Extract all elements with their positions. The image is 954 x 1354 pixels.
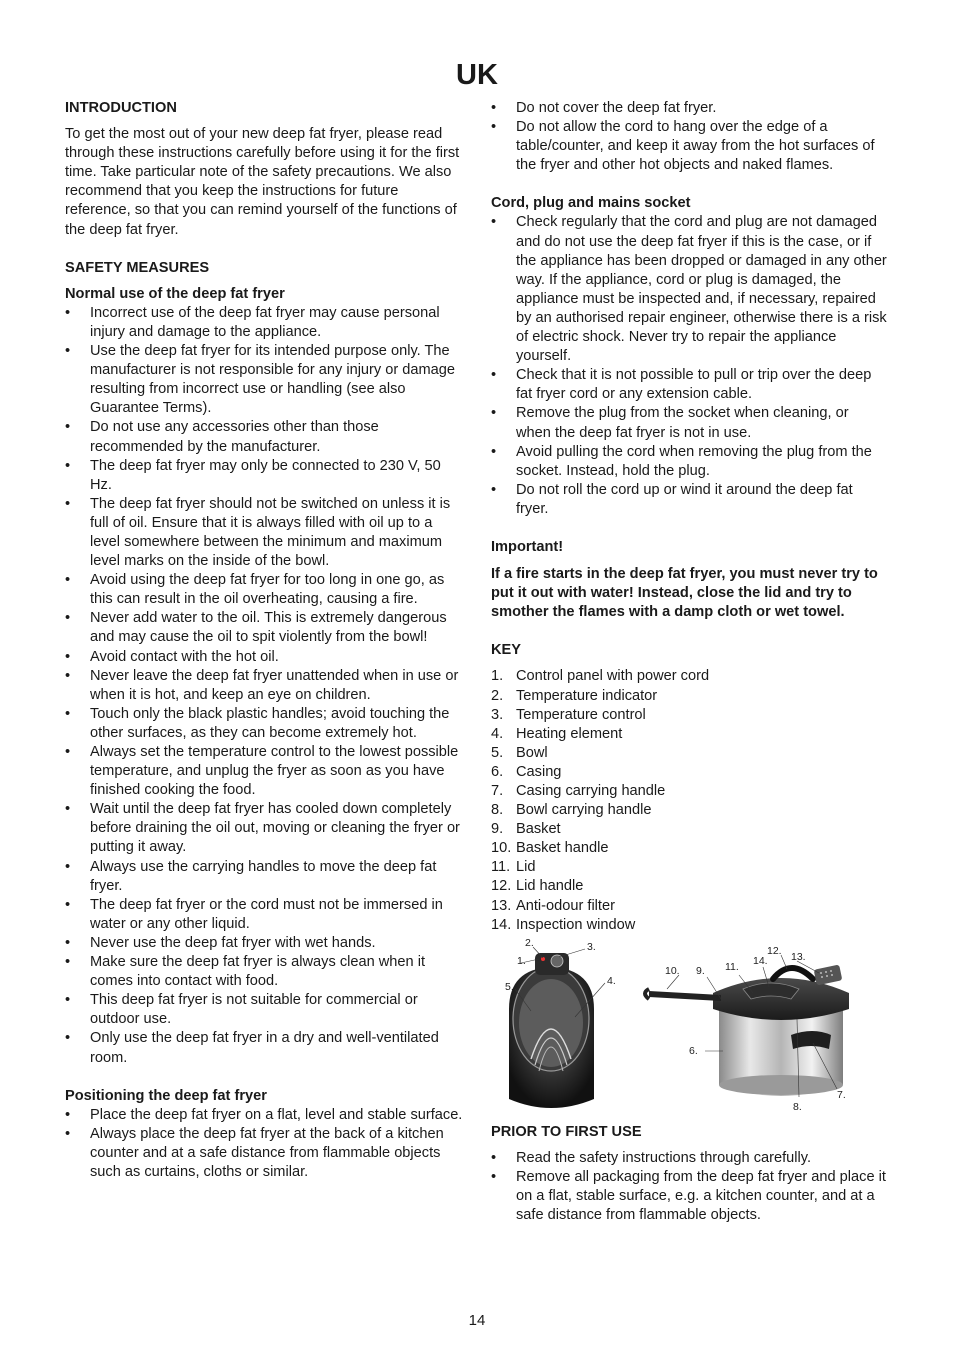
list-item: • This deep fat fryer is not suitable for commercial or outdoor use. bbox=[65, 991, 465, 1029]
important-text: If a fire starts in the deep fat fryer, you must never try to put it out with water! Instead, close the lid and try to smother the flames with a damp cloth or wet towel. bbox=[491, 566, 878, 621]
list-item: • Remove the plug from the socket when cleaning, or when the deep fat fryer is not in use. bbox=[491, 404, 887, 442]
list-item: • Touch only the black plastic handles; avoid touching the other surfaces, as they can become extremely hot. bbox=[65, 705, 465, 743]
list-item: • Place the deep fat fryer on a flat, level and stable surface. bbox=[65, 1106, 465, 1125]
list-item: • Incorrect use of the deep fat fryer may cause personal injury and damage to the appliance. bbox=[65, 304, 465, 342]
list-item: • Avoid contact with the hot oil. bbox=[65, 648, 465, 667]
fryer-illustration bbox=[491, 936, 887, 1117]
fryer-diagram bbox=[491, 936, 887, 1117]
list-item: • Do not allow the cord to hang over the edge of a table/counter, and keep it away from the hot surfaces of the fryer and other hot objects and naked flames. bbox=[491, 118, 887, 175]
callout-1: 1. bbox=[517, 954, 526, 967]
list-item: • Always place the deep fat fryer at the back of a kitchen counter and at a safe distance from flammable objects such as curtains, cloths or similar. bbox=[65, 1125, 465, 1182]
list-item: 4. Heating element bbox=[491, 725, 623, 742]
key-heading: KEY bbox=[491, 642, 522, 659]
list-item: 13. Anti-odour filter bbox=[491, 897, 615, 914]
list-item: 11. Lid bbox=[491, 859, 536, 876]
normal-use-list bbox=[65, 304, 465, 1068]
list-item: • Avoid pulling the cord when removing the plug from the socket. Instead, hold the plug. bbox=[491, 443, 887, 481]
callout-11: 11. bbox=[725, 960, 739, 973]
callout-7: 7. bbox=[837, 1088, 846, 1101]
list-item: 8. Bowl carrying handle bbox=[491, 802, 652, 819]
list-item: • Avoid using the deep fat fryer for too long in one go, as this can result in the oil overheating, causing a fire. bbox=[65, 571, 465, 609]
prior-to-first-use-list bbox=[491, 1149, 887, 1225]
introduction-text: To get the most out of your new deep fat fryer, please read through these instructions carefully before using it for the first time. Take particular note of the safety precautions. We also recommend that you keep the instructions for future reference, so that you can remind yourself of the functions of the deep fat fryer. bbox=[65, 126, 460, 238]
list-item: • Wait until the deep fat fryer has cooled down completely before draining the oil out, moving or cleaning the fryer or putting it away. bbox=[65, 800, 465, 857]
list-item: • Use the deep fat fryer for its intended purpose only. The manufacturer is not responsible for any injury or damage resulting from incorrect use or handling (see also Guarantee Terms). bbox=[65, 342, 465, 418]
callout-3: 3. bbox=[587, 940, 596, 953]
cord-plug-list bbox=[491, 213, 887, 519]
callout-5: 5. bbox=[505, 980, 514, 993]
list-item: 14. Inspection window bbox=[491, 916, 636, 933]
callout-10: 10. bbox=[665, 964, 680, 977]
list-item: • Check that it is not possible to pull or trip over the deep fat fryer cord or any extension cable. bbox=[491, 366, 887, 404]
list-item: • Make sure the deep fat fryer is always clean when it comes into contact with food. bbox=[65, 953, 465, 991]
list-item: • Check regularly that the cord and plug are not damaged and do not use the deep fat fryer if this is the case, or if the appliance has been dropped or damaged in any other way. If the appliance, cord or plug is damaged, the appliance must be inspected and, if necessary, repaired by an authorised repair engineer, otherwise there is a risk of electric shock. Never try to repair the appliance yourself. bbox=[491, 213, 887, 366]
positioning-heading: Positioning the deep fat fryer bbox=[65, 1087, 267, 1104]
callout-8: 8. bbox=[793, 1100, 802, 1113]
list-item: • Do not cover the deep fat fryer. bbox=[491, 99, 887, 118]
normal-use-heading: Normal use of the deep fat fryer bbox=[65, 285, 285, 302]
list-item: 6. Casing bbox=[491, 763, 562, 780]
list-item: 10. Basket handle bbox=[491, 840, 609, 857]
introduction-heading: INTRODUCTION bbox=[65, 100, 177, 116]
list-item: • Never use the deep fat fryer with wet hands. bbox=[65, 934, 465, 953]
list-item: • The deep fat fryer may only be connected to 230 V, 50 Hz. bbox=[65, 457, 465, 495]
left-column bbox=[65, 99, 465, 1182]
list-item: 12. Lid handle bbox=[491, 878, 584, 895]
callout-13: 13. bbox=[791, 950, 806, 963]
list-item: • Do not roll the cord up or wind it around the deep fat fryer. bbox=[491, 481, 887, 519]
callout-12: 12. bbox=[767, 944, 782, 957]
list-item: 9. Basket bbox=[491, 821, 561, 838]
cord-plug-heading: Cord, plug and mains socket bbox=[491, 195, 691, 212]
page-number: 14 bbox=[468, 1312, 486, 1329]
callout-4: 4. bbox=[607, 974, 616, 987]
callout-6: 6. bbox=[689, 1044, 698, 1057]
list-item: • The deep fat fryer should not be switched on unless it is full of oil. Ensure that it is always filled with oil up to a level somewhere between the minimum and maximum level marks on the inside of the bowl. bbox=[65, 495, 465, 571]
list-item: 3. Temperature control bbox=[491, 706, 646, 723]
list-item: • Remove all packaging from the deep fat fryer and place it on a flat, stable surface, e.g. a kitchen counter, and at a safe distance from flammable objects. bbox=[491, 1168, 887, 1225]
list-item: • Read the safety instructions through carefully. bbox=[491, 1149, 887, 1168]
list-item: • Always use the carrying handles to move the deep fat fryer. bbox=[65, 858, 465, 896]
right-column bbox=[491, 99, 887, 1225]
callout-2: 2. bbox=[525, 936, 534, 949]
list-item: 1. Control panel with power cord bbox=[491, 668, 710, 685]
callout-9: 9. bbox=[696, 964, 705, 977]
list-item: • Always set the temperature control to the lowest possible temperature, and unplug the fryer as soon as you have finished cooking the food. bbox=[65, 743, 465, 800]
list-item: 7. Casing carrying handle bbox=[491, 783, 666, 799]
fryer-top-view bbox=[509, 947, 605, 1108]
positioning-list bbox=[65, 1106, 465, 1182]
important-heading: Important! bbox=[491, 538, 564, 555]
list-item: • The deep fat fryer or the cord must not be immersed in water or any other liquid. bbox=[65, 896, 465, 934]
list-item: • Never add water to the oil. This is extremely dangerous and may cause the oil to spit violently from the bowl! bbox=[65, 609, 465, 647]
safety-measures-heading: SAFETY MEASURES bbox=[65, 259, 210, 276]
page-title: UK bbox=[456, 59, 498, 91]
list-item: • Do not use any accessories other than those recommended by the manufacturer. bbox=[65, 418, 465, 456]
list-item: 5. Bowl bbox=[491, 744, 548, 761]
list-item: • Only use the deep fat fryer in a dry and well-ventilated room. bbox=[65, 1029, 465, 1067]
list-item: • Never leave the deep fat fryer unattended when in use or when it is hot, and keep an eye on children. bbox=[65, 667, 465, 705]
prior-to-first-use-heading: PRIOR TO FIRST USE bbox=[491, 1123, 642, 1140]
key-list bbox=[491, 667, 887, 934]
callout-14: 14. bbox=[753, 954, 768, 967]
list-item: 2. Temperature indicator bbox=[491, 687, 658, 704]
positioning-continued-list bbox=[491, 99, 887, 175]
